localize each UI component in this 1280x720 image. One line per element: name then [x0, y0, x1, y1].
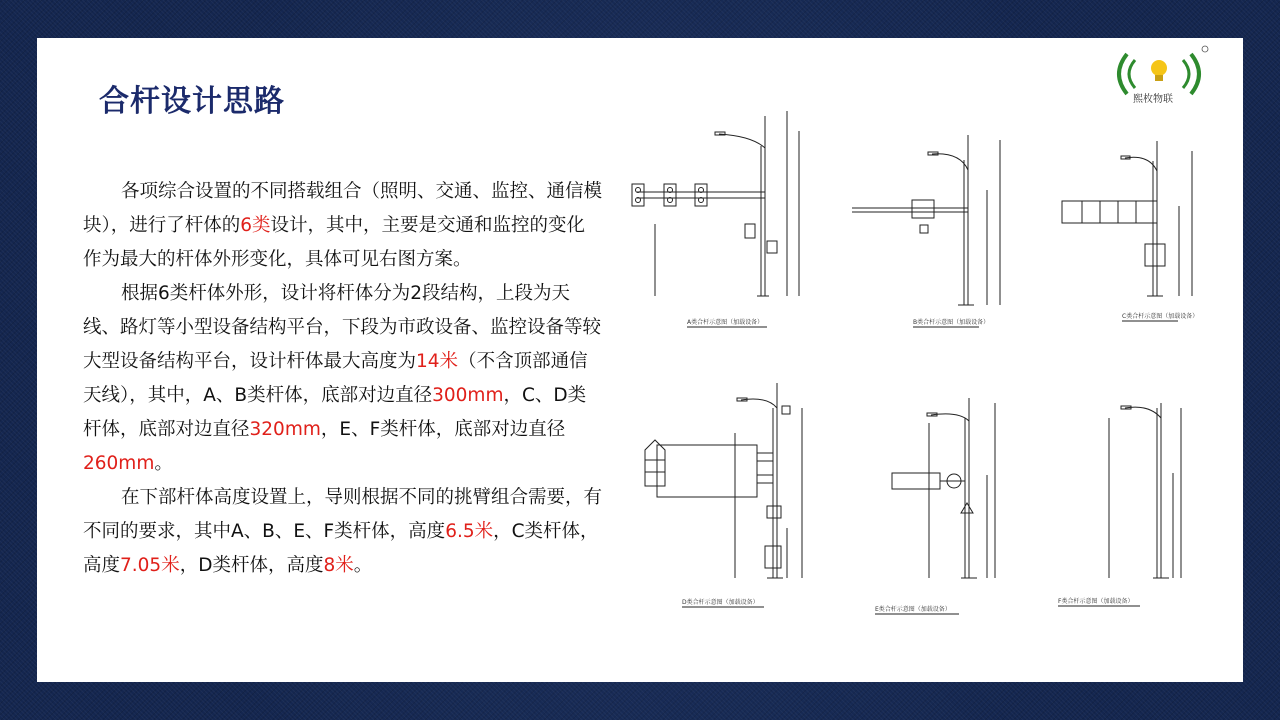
highlight-text: 8米 — [323, 555, 354, 576]
logo-text: 熙枚物联 — [1133, 94, 1173, 105]
highlight-text: 260mm — [83, 453, 155, 474]
drawing-e-label: E类合杆示意图（加载设备） — [875, 606, 951, 613]
text-segment: 。 — [154, 453, 173, 474]
paragraph — [83, 175, 603, 277]
text-segment: 在下部杆体高度设置上，导则根据不同的挑臂组合需要，有不同的要求，其中A、B、E、F类杆体，高度 — [83, 487, 603, 542]
highlight-text: 300mm — [432, 385, 504, 406]
text-segment: ，C类杆体，高度 — [83, 521, 599, 576]
pole-drawing-c — [1057, 136, 1207, 306]
pole-drawing-a-caption — [687, 316, 787, 330]
text-segment: 各项综合设置的不同搭载组合（照明、交通、监控、通信模块），进行了杆体的 — [83, 181, 603, 236]
pole-drawing-f — [1077, 398, 1237, 588]
drawing-f-label: F类合杆示意图（加载设备） — [1058, 598, 1134, 605]
pole-drawing-c-caption — [1122, 310, 1222, 324]
pole-drawing-f-caption — [1058, 595, 1158, 609]
pole-drawing-e — [887, 393, 1067, 593]
text-segment: （不含顶部通信天线），其中，A、B类杆体，底部对边直径 — [83, 351, 588, 406]
page-title: 合杆设计思路 — [99, 84, 285, 119]
body-text — [83, 175, 603, 583]
drawing-c-label: C类合杆示意图（加载设备） — [1122, 313, 1199, 320]
drawing-d-label: D类合杆示意图（加载设备） — [682, 599, 759, 606]
text-segment: ，C、D类杆体，底部对边直径 — [83, 385, 587, 440]
pole-drawing-a — [627, 106, 827, 331]
text-segment: 。 — [353, 555, 373, 576]
drawing-b-label: B类合杆示意图（加载设备） — [913, 319, 990, 326]
text-segment: 根据6类杆体外形，设计将杆体分为2段结构，上段为天线、路灯等小型设备结构平台，下段为市政设备、监控设备等较大型设备结构平台，设计杆体最大高度为 — [83, 283, 602, 372]
text-segment: ，D类杆体，高度 — [179, 555, 324, 576]
paragraph — [83, 277, 603, 481]
highlight-text: 6.5米 — [445, 521, 494, 542]
drawing-a-label: A类合杆示意图（加载设备） — [687, 319, 764, 326]
pole-drawing-d-caption — [682, 596, 782, 610]
text-segment: ，E、F类杆体，底部对边直径 — [320, 419, 566, 440]
paragraph — [83, 481, 603, 583]
slide-card — [37, 38, 1243, 682]
highlight-text: 7.05米 — [120, 555, 180, 576]
highlight-text: 6类 — [240, 215, 271, 236]
highlight-text: 14米 — [416, 351, 459, 372]
pole-drawing-b — [842, 130, 1022, 330]
pole-drawing-b-caption — [913, 316, 1013, 330]
pole-drawing-e-caption — [875, 603, 975, 617]
pole-drawing-d — [637, 378, 837, 603]
text-segment: 设计，其中，主要是交通和监控的变化作为最大的杆体外形变化，具体可见右图方案。 — [83, 215, 586, 270]
highlight-text: 320mm — [249, 419, 321, 440]
